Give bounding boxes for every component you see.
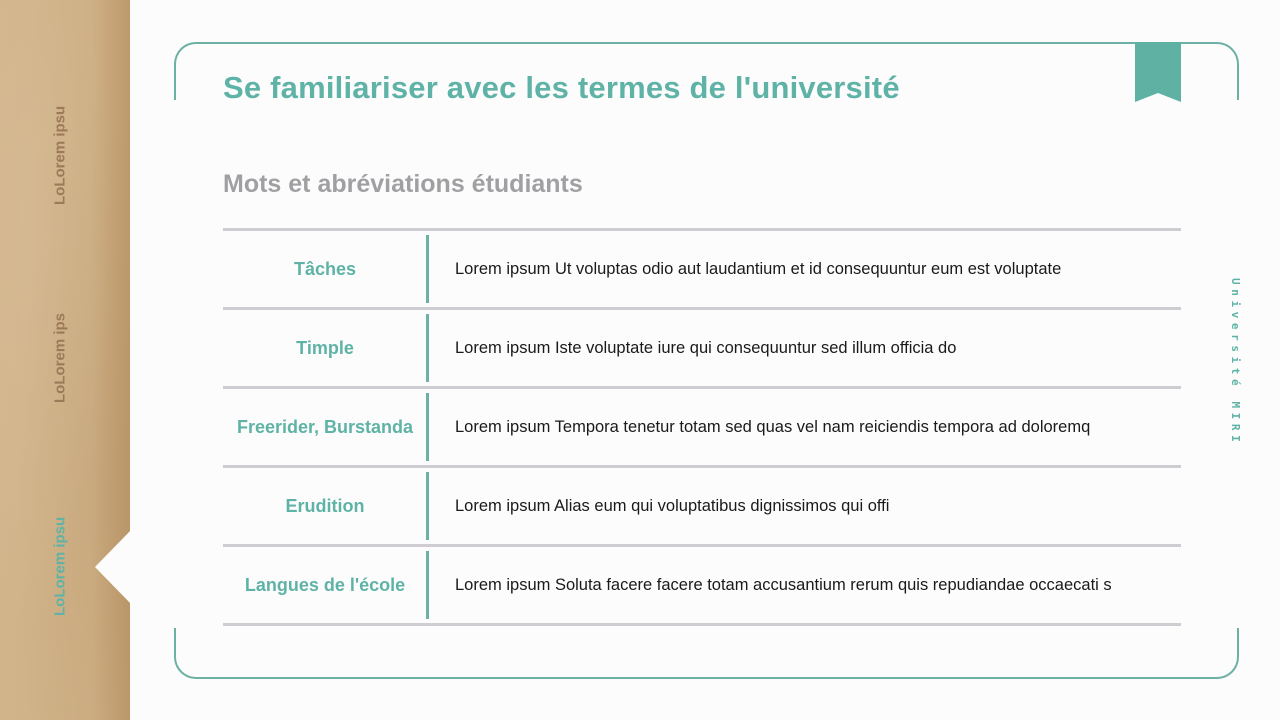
- page-title: Se familiariser avec les termes de l'université: [223, 70, 900, 105]
- table-row: [223, 386, 1181, 465]
- sidebar-tab-1[interactable]: [46, 100, 74, 210]
- terms-table: [223, 228, 1181, 626]
- sidebar-tab-label: LoLorem ips: [51, 312, 69, 403]
- table-row: [223, 465, 1181, 544]
- frame-bottom-bracket: [174, 628, 1239, 679]
- term-cell: Tâches: [293, 258, 357, 279]
- sidebar: [0, 0, 130, 720]
- table-row: [223, 544, 1181, 626]
- vertical-brand-label: Université MIRI: [1229, 278, 1242, 447]
- term-cell: Langues de l'école: [244, 574, 406, 595]
- definition-cell: Lorem ipsum Ut voluptas odio aut laudantium et id consequuntur eum est voluptate: [455, 259, 1062, 278]
- column-divider: [426, 235, 429, 303]
- sidebar-tab-3-active[interactable]: [46, 510, 74, 622]
- term-cell: Timple: [296, 337, 354, 358]
- definition-cell: Lorem ipsum Soluta facere facere totam accusantium rerum quis repudiandae occaecati s: [455, 575, 1112, 594]
- term-cell: Erudition: [285, 495, 365, 516]
- section-subtitle: Mots et abréviations étudiants: [223, 170, 583, 198]
- column-divider: [426, 314, 429, 382]
- table-row: [223, 228, 1181, 307]
- column-divider: [426, 472, 429, 540]
- column-divider: [426, 393, 429, 461]
- definition-cell: Lorem ipsum Tempora tenetur totam sed quas vel nam reiciendis tempora ad doloremq: [455, 417, 1091, 436]
- active-tab-pointer-icon: [95, 530, 131, 604]
- sidebar-tab-2[interactable]: [46, 305, 74, 410]
- sidebar-tab-label: LoLorem ipsu: [51, 105, 69, 205]
- bookmark-icon: [1135, 42, 1181, 102]
- definition-cell: Lorem ipsum Alias eum qui voluptatibus dignissimos qui offi: [455, 496, 890, 515]
- table-row: [223, 307, 1181, 386]
- definition-cell: Lorem ipsum Iste voluptate iure qui consequuntur sed illum officia do: [455, 338, 957, 357]
- term-cell: Freerider, Burstanda: [236, 416, 414, 437]
- column-divider: [426, 551, 429, 619]
- sidebar-tab-label: LoLorem ipsu: [51, 516, 69, 616]
